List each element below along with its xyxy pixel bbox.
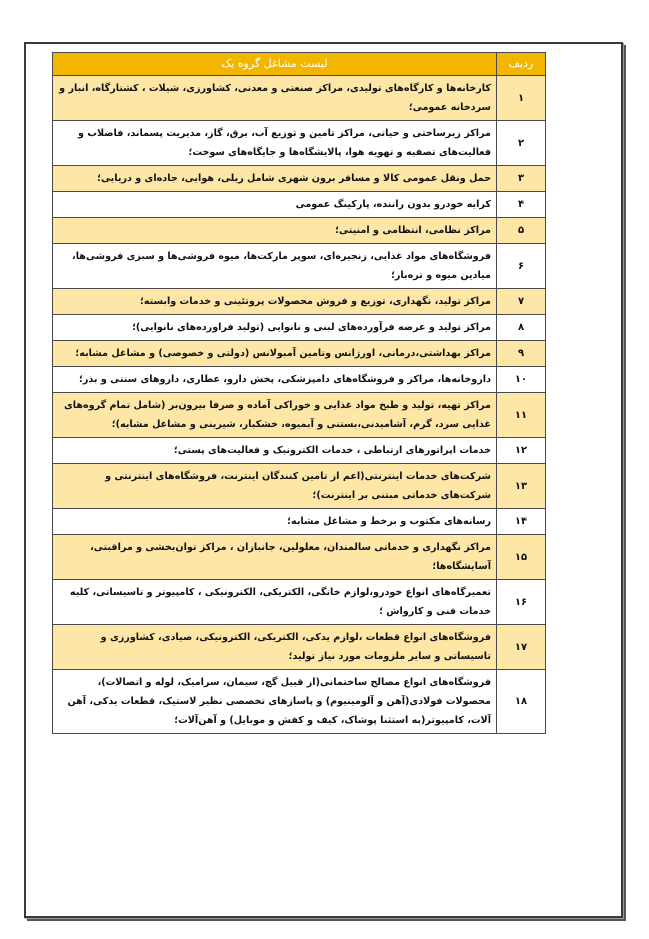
row-text: مراکز زیرساختی و حیاتی، مراکز تامین و توزیع آب، برق، گاز، مدیریت پسماند، فاضلاب و فعالیت‌های تصفیه و تهویه هوا، پالایشگاه‌ها و جایگاه‌های سوخت؛: [53, 121, 497, 166]
row-number: ۵: [497, 218, 546, 244]
row-text: مراکز تهیه، تولید و طبخ مواد غذایی و خوراکی آماده و صرفا بیرون‌بر (شامل تمام گروه‌های غذایی سرد، گرم، آشامیدنی،بستنی و آبمیوه، خشکبار، شیرینی و مشاغل مشابه)؛: [53, 393, 497, 438]
table-row: [53, 625, 546, 670]
row-text: فروشگاه‌های انواع مصالح ساختمانی(از قبیل گچ، سیمان، سرامیک، لوله و اتصالات)، محصولات فولادی(آهن و آلومینیوم) و پاسازهای تخصصی نظیر لاستیک، قطعات یدکی، آهن آلات، کامپیوتر(به استثنا پوشاک، کیف و کفش و موبایل) و آهن‌آلات؛: [53, 670, 497, 734]
row-text: شرکت‌های خدمات اینترنتی(اعم از تامین کنندگان اینترنت، فروشگاه‌های اینترنتی و شرکت‌های خدماتی مبتنی بر اینترنت)؛: [53, 464, 497, 509]
row-number: ۱۰: [497, 367, 546, 393]
row-number: ۱۶: [497, 580, 546, 625]
row-text: مراکز تولید، نگهداری، توزیع و فروش محصولات پروتئینی و خدمات وابسته؛: [53, 289, 497, 315]
header-title: لیست مشاغل گروه یک: [53, 53, 497, 76]
row-text: مراکز تولید و عرضه فرآورده‌های لبنی و نانوایی (تولید فراورده‌های نانوایی)؛: [53, 315, 497, 341]
table-row: [53, 580, 546, 625]
row-number: ۲: [497, 121, 546, 166]
table-row: [53, 166, 546, 192]
row-number: ۱: [497, 76, 546, 121]
row-number: ۱۴: [497, 509, 546, 535]
table-row: [53, 509, 546, 535]
table-row: [53, 367, 546, 393]
table-row: [53, 192, 546, 218]
row-text: مراکز بهداشتی،درمانی، اورژانس وتامین آمبولانس (دولتی و خصوصی) و مشاغل مشابه؛: [53, 341, 497, 367]
table-row: [53, 670, 546, 734]
table-row: [53, 315, 546, 341]
row-text: فروشگاه‌های مواد غذایی، زنجیره‌ای، سوپر مارکت‌ها، میوه فروشی‌ها و سبزی فروشی‌ها، میادین میوه و تره‌بار؛: [53, 244, 497, 289]
row-text: خدمات اپراتورهای ارتباطی ، خدمات الکترونیک و فعالیت‌های پستی؛: [53, 438, 497, 464]
row-text: کرایه خودرو بدون راننده، پارکینگ عمومی: [53, 192, 497, 218]
table-row: [53, 438, 546, 464]
row-text: فروشگاه‌های انواع قطعات ،لوازم یدکی، الکتریکی، الکترونیکی، صیادی، کشاورزی و تاسیساتی و سایر ملزومات مورد نیاز تولید؛: [53, 625, 497, 670]
table-row: [53, 76, 546, 121]
row-number: ۸: [497, 315, 546, 341]
row-number: ۳: [497, 166, 546, 192]
row-text: تعمیرگاه‌های انواع خودرو،لوازم خانگی، الکتریکی، الکترونیکی ، کامپیوتر و تاسیساتی، کلیه خدمات فنی و کارواش ؛: [53, 580, 497, 625]
row-number: ۱۲: [497, 438, 546, 464]
table-row: [53, 121, 546, 166]
table-row: [53, 464, 546, 509]
table-row: [53, 535, 546, 580]
row-text: حمل ونقل عمومی کالا و مسافر برون شهری شامل ریلی، هوایی، جاده‌ای و دریایی؛: [53, 166, 497, 192]
row-number: ۱۷: [497, 625, 546, 670]
row-text: مراکز نظامی، انتظامی و امنیتی؛: [53, 218, 497, 244]
table-row: [53, 341, 546, 367]
table-row: [53, 218, 546, 244]
row-text: کارخانه‌ها و کارگاه‌های تولیدی، مراکز صنعتی و معدنی، کشاورزی، شیلات ، کشتارگاه، انبار و سردخانه عمومی؛: [53, 76, 497, 121]
row-number: ۴: [497, 192, 546, 218]
table-header-row: [53, 53, 546, 76]
table-row: [53, 393, 546, 438]
row-number: ۹: [497, 341, 546, 367]
row-text: مراکز نگهداری و خدماتی سالمندان، معلولین، جانبازان ، مراکز توان‌بخشی و مراقبتی، آسایشگاه‌ها؛: [53, 535, 497, 580]
row-number: ۱۵: [497, 535, 546, 580]
row-number: ۱۸: [497, 670, 546, 734]
row-number: ۷: [497, 289, 546, 315]
row-number: ۱۱: [497, 393, 546, 438]
table-row: [53, 289, 546, 315]
row-number: ۶: [497, 244, 546, 289]
row-number: ۱۳: [497, 464, 546, 509]
jobs-list-table: [52, 52, 546, 734]
row-text: داروخانه‌ها، مراکز و فروشگاه‌های دامپزشکی، پخش دارو، عطاری، داروهای سنتی و بذر؛: [53, 367, 497, 393]
table-row: [53, 244, 546, 289]
row-text: رسانه‌های مکتوب و برخط و مشاغل مشابه؛: [53, 509, 497, 535]
header-row-number: ردیف: [497, 53, 546, 76]
